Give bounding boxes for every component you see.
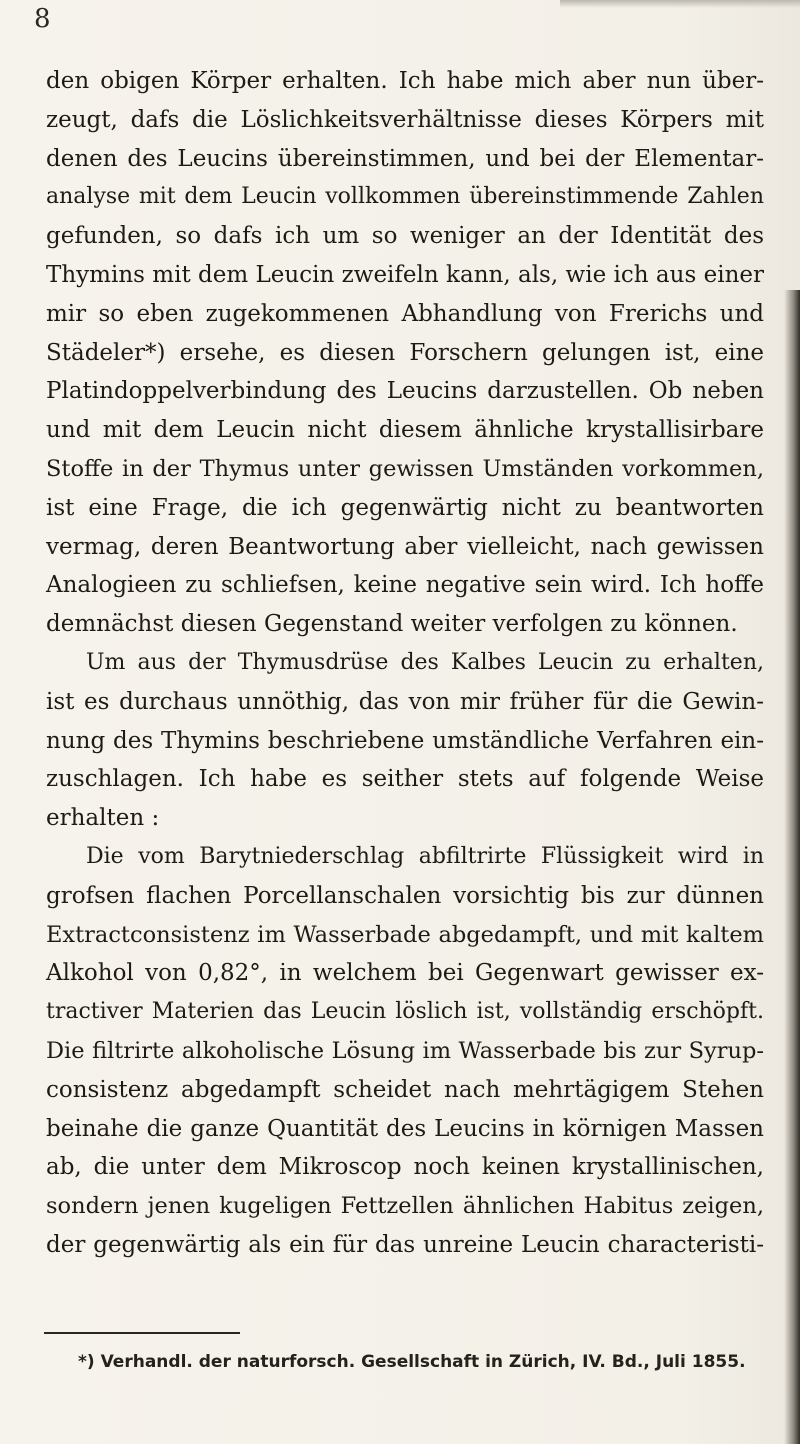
text-line: und mit dem Leucin nicht diesem ähnliche krystallisirbare — [46, 417, 764, 444]
text-line: ist eine Frage, die ich gegenwärtig nicht zu beantworten — [46, 494, 764, 521]
text-line: zuschlagen. Ich habe es seither stets auf folgende Weise — [46, 766, 764, 793]
text-line: den obigen Körper erhalten. Ich habe mich aber nun über- — [46, 68, 764, 94]
page-top-shadow — [560, 0, 800, 8]
footnote-rule — [44, 1332, 240, 1334]
text-line: nung des Thymins beschriebene umständliche Verfahren ein- — [46, 727, 764, 754]
text-line: Stoffe in der Thymus unter gewissen Umständen vorkommen, — [46, 455, 764, 482]
text-line: grofsen flachen Porcellanschalen vorsichtig bis zur dünnen — [46, 882, 764, 909]
footnote: *) Verhandl. der naturforsch. Gesellschaft in Zürich, IV. Bd., Juli 1855. — [78, 1352, 746, 1372]
text-line: consistenz abgedampft scheidet nach mehrtägigem Stehen — [46, 1076, 764, 1103]
text-line: Analogieen zu schliefsen, keine negative sein wird. Ich hoffe — [46, 572, 764, 599]
text-line: tractiver Materien das Leucin löslich ist, vollständig erschöpft. — [46, 999, 764, 1025]
text-line: der gegenwärtig als ein für das unreine Leucin characteristi- — [46, 1231, 764, 1258]
text-line: sondern jenen kugeligen Fettzellen ähnlichen Habitus zeigen, — [46, 1193, 764, 1220]
text-line: erhalten : — [46, 805, 160, 832]
text-line: denen des Leucins übereinstimmen, und bei der Elementar- — [46, 145, 764, 172]
text-line: Städeler*) ersehe, es diesen Forschern gelungen ist, eine — [46, 339, 764, 366]
text-line: Um aus der Thymusdrüse des Kalbes Leucin zu erhalten, — [86, 649, 764, 675]
text-line: Platindoppelverbindung des Leucins darzustellen. Ob neben — [46, 378, 764, 405]
text-line: Die filtrirte alkoholische Lösung im Wasserbade bis zur Syrup- — [46, 1037, 764, 1064]
text-line: Extractconsistenz im Wasserbade abgedampft, und mit kaltem — [46, 921, 764, 948]
text-line: vermag, deren Beantwortung aber vielleicht, nach gewissen — [46, 533, 764, 560]
text-line: ab, die unter dem Mikroscop noch keinen krystallinischen, — [46, 1154, 764, 1181]
text-line: beinahe die ganze Quantität des Leucins in körnigen Massen — [46, 1115, 764, 1142]
text-line: ist es durchaus unnöthig, das von mir früher für die Gewin- — [46, 688, 764, 715]
text-line: Die vom Barytniederschlag abfiltrirte Flüssigkeit wird in — [86, 843, 764, 869]
text-line: zeugt, dafs die Löslichkeitsverhältnisse dieses Körpers mit — [46, 106, 764, 133]
text-line: mir so eben zugekommenen Abhandlung von Frerichs und — [46, 300, 764, 327]
text-line: demnächst diesen Gegenstand weiter verfolgen zu können. — [46, 611, 738, 638]
body-text — [46, 62, 764, 1265]
text-line: gefunden, so dafs ich um so weniger an der Identität des — [46, 223, 764, 250]
text-line: Thymins mit dem Leucin zweifeln kann, als, wie ich aus einer — [46, 261, 764, 288]
text-line: analyse mit dem Leucin vollkommen übereinstimmende Zahlen — [46, 184, 764, 210]
page-number: 8 — [34, 4, 51, 34]
text-line: Alkohol von 0,82°, in welchem bei Gegenwart gewisser ex- — [46, 960, 764, 987]
page-binding-edge — [784, 290, 800, 1444]
